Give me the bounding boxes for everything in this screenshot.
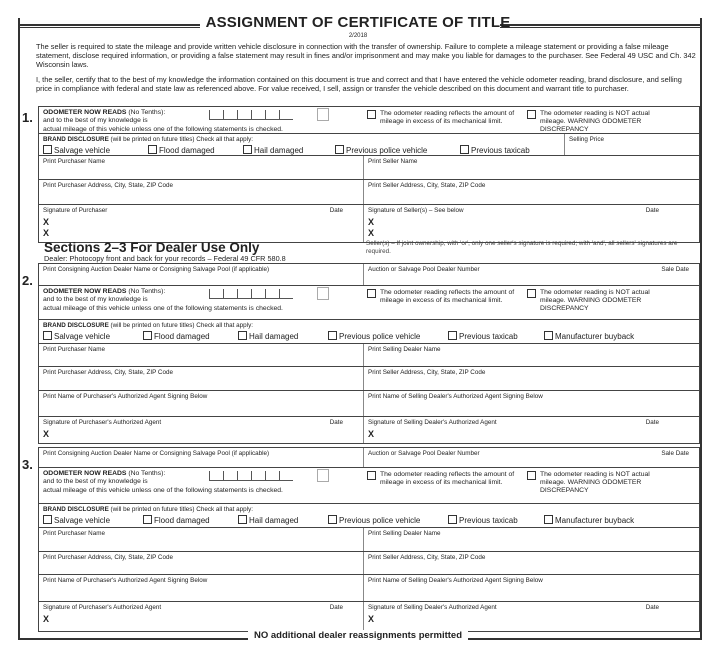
brand-option[interactable] xyxy=(335,145,460,155)
not-actual-mileage-text: The odometer reading is NOT actual mileage. WARNING ODOMETER DISCREPANCY xyxy=(540,289,650,312)
not-actual-mileage-statement[interactable] xyxy=(527,471,677,495)
brand-option[interactable] xyxy=(238,331,328,341)
auction-number-field[interactable] xyxy=(363,264,699,285)
odometer-line-2: and to the best of my knowledge is xyxy=(43,117,148,125)
date-label: Date xyxy=(645,604,659,611)
form-row xyxy=(39,320,699,344)
seller-agent-field[interactable] xyxy=(363,575,699,601)
purchaser-agent-field[interactable] xyxy=(39,575,363,601)
brand-option[interactable] xyxy=(238,515,328,525)
brand-note: (will be printed on future titles) Check all that apply: xyxy=(110,136,253,143)
brand-option-label: Salvage vehicle xyxy=(54,516,111,525)
auction-dealer-label: Print Consigning Auction Dealer Name or Consigning Salvage Pool (if applicable) xyxy=(43,450,270,457)
sig-seller-agent-label: Signature of Selling Dealer's Authorized Agent xyxy=(368,604,497,611)
odometer-digit-box[interactable] xyxy=(209,110,223,120)
odometer-digit-box[interactable] xyxy=(265,471,279,481)
purchaser-address-field[interactable] xyxy=(39,180,363,204)
brand-option[interactable] xyxy=(43,515,143,525)
form-row xyxy=(39,468,699,504)
brand-option-label: Salvage vehicle xyxy=(54,146,111,155)
section-1 xyxy=(38,106,700,243)
signature-x-mark: X xyxy=(368,614,375,624)
brand-checkbox[interactable] xyxy=(335,145,344,154)
purchaser-name-label: Print Purchaser Name xyxy=(43,158,105,165)
selling-dealer-name-field[interactable] xyxy=(363,528,699,551)
selling-price-field[interactable] xyxy=(564,134,699,155)
odometer-label: ODOMETER NOW READS xyxy=(43,470,127,477)
purchaser-address-label: Print Purchaser Address, City, State, ZIP Code xyxy=(43,554,173,561)
signature-x-mark: X xyxy=(368,217,375,227)
section-number-3: 3. xyxy=(22,457,33,472)
brand-option-label: Hail damaged xyxy=(249,516,299,525)
dealer-note: Dealer: Photocopy front and back for your records – Federal 49 CFR 580.8 xyxy=(44,254,286,263)
date-label: Date xyxy=(645,207,659,214)
selling-dealer-name-field[interactable] xyxy=(363,344,699,366)
date-label: Date xyxy=(329,207,343,214)
mileage-excess-statement[interactable] xyxy=(367,471,517,487)
brand-option[interactable] xyxy=(460,145,560,155)
form-row xyxy=(39,264,699,286)
brand-option-label: Salvage vehicle xyxy=(54,332,111,341)
form-row xyxy=(39,528,699,552)
brand-option-label: Previous taxicab xyxy=(471,146,530,155)
form-row xyxy=(39,417,699,444)
brand-label-line xyxy=(43,322,695,329)
brand-option[interactable] xyxy=(448,515,544,525)
not-actual-mileage-statement[interactable] xyxy=(527,110,677,134)
brand-disclosure xyxy=(39,134,564,155)
brand-option-label: Manufacturer buyback xyxy=(555,332,635,341)
odometer-line-3: actual mileage of this vehicle unless one of the following statements is checked. xyxy=(43,304,283,312)
brand-checkbox[interactable] xyxy=(43,145,52,154)
brand-checkbox[interactable] xyxy=(143,515,152,524)
section-number-2: 2. xyxy=(22,273,33,288)
brand-checkbox[interactable] xyxy=(328,515,337,524)
intro-paragraph-2: I, the seller, certify that to the best of my knowledge the information contained on this document is true and correct and that I have entered the vehicle odometer reading, brand disclosure, and selling price in compliance with federal and state law as referenced above. For value received, I sell, assign or transfer the vehicle described on this document and warrant title to purchaser. xyxy=(36,75,682,93)
sig-purchaser-agent-field[interactable] xyxy=(39,602,363,631)
brand-label: BRAND DISCLOSURE xyxy=(43,322,109,329)
mileage-excess-statement[interactable] xyxy=(367,110,517,126)
seller-address-field[interactable] xyxy=(363,180,699,204)
auction-number-label: Auction or Salvage Pool Dealer Number xyxy=(368,266,480,273)
brand-disclosure xyxy=(39,504,699,527)
mileage-excess-checkbox[interactable] xyxy=(367,110,376,119)
brand-option[interactable] xyxy=(544,331,654,341)
auction-dealer-label: Print Consigning Auction Dealer Name or Consigning Salvage Pool (if applicable) xyxy=(43,266,270,273)
dealer-heading: Sections 2–3 For Dealer Use Only xyxy=(44,240,260,255)
seller-address-field[interactable] xyxy=(363,552,699,574)
brand-option[interactable] xyxy=(328,515,448,525)
brand-note: (will be printed on future titles) Check all that apply: xyxy=(110,506,253,513)
odometer-digit-box[interactable] xyxy=(251,110,265,120)
brand-option[interactable] xyxy=(544,515,654,525)
brand-option[interactable] xyxy=(148,145,243,155)
odometer-block xyxy=(39,107,699,133)
sig-purchaser-agent-field[interactable] xyxy=(39,417,363,443)
odometer-digits-input[interactable] xyxy=(209,110,293,120)
form-row xyxy=(39,602,699,632)
form-row xyxy=(39,156,699,180)
section-2 xyxy=(38,263,700,444)
brand-option-label: Hail damaged xyxy=(249,332,299,341)
odometer-digit-box[interactable] xyxy=(223,471,237,481)
not-actual-mileage-checkbox[interactable] xyxy=(527,289,536,298)
odometer-block xyxy=(39,468,699,503)
odometer-digit-box[interactable] xyxy=(237,289,251,299)
odometer-digits-input[interactable] xyxy=(209,471,293,481)
sig-purchaser-label: Signature of Purchaser xyxy=(43,207,108,214)
purchaser-name-field[interactable] xyxy=(39,528,363,551)
odometer-digit-box[interactable] xyxy=(237,471,251,481)
brand-disclosure xyxy=(39,320,699,343)
odometer-label: ODOMETER NOW READS xyxy=(43,109,127,116)
odometer-digit-box[interactable] xyxy=(279,289,293,299)
odometer-digit-box[interactable] xyxy=(237,110,251,120)
form-row xyxy=(39,391,699,417)
mileage-excess-text: The odometer reading reflects the amount of mileage in excess of its mechanical limit. xyxy=(380,289,515,304)
mileage-excess-text: The odometer reading reflects the amount of mileage in excess of its mechanical limit. xyxy=(380,110,515,125)
brand-checkbox[interactable] xyxy=(43,331,52,340)
sig-seller-agent-field[interactable] xyxy=(363,417,699,443)
mileage-excess-statement[interactable] xyxy=(367,289,517,305)
odometer-line-2: and to the best of my knowledge is xyxy=(43,478,148,486)
auction-dealer-field[interactable] xyxy=(39,264,363,285)
brand-options xyxy=(43,331,695,341)
brand-option-label: Previous police vehicle xyxy=(339,332,421,341)
purchaser-agent-field[interactable] xyxy=(39,391,363,416)
odometer-digit-box[interactable] xyxy=(279,110,293,120)
mileage-excess-checkbox[interactable] xyxy=(367,471,376,480)
odometer-line-3: actual mileage of this vehicle unless one of the following statements is checked. xyxy=(43,486,283,494)
purchaser-agent-label: Print Name of Purchaser's Authorized Agent Signing Below xyxy=(43,577,208,584)
seller-agent-field[interactable] xyxy=(363,391,699,416)
seller-name-field[interactable] xyxy=(363,156,699,179)
sig-purchaser-agent-label: Signature of Purchaser's Authorized Agent xyxy=(43,419,162,426)
brand-checkbox[interactable] xyxy=(448,331,457,340)
odometer-line-2: and to the best of my knowledge is xyxy=(43,296,148,304)
sig-seller-label: Signature of Seller(s) – See below xyxy=(368,207,464,214)
brand-label: BRAND DISCLOSURE xyxy=(43,136,109,143)
brand-note: (will be printed on future titles) Check all that apply: xyxy=(110,322,253,329)
brand-option-label: Previous police vehicle xyxy=(346,146,428,155)
sale-date-label: Sale Date xyxy=(661,450,689,457)
brand-option-label: Previous taxicab xyxy=(459,516,518,525)
odometer-line-3: actual mileage of this vehicle unless one of the following statements is checked. xyxy=(43,125,283,133)
odometer-note: (No Tenths): xyxy=(128,109,166,116)
brand-label: BRAND DISCLOSURE xyxy=(43,506,109,513)
purchaser-address-label: Print Purchaser Address, City, State, ZIP Code xyxy=(43,182,173,189)
seller-address-label: Print Seller Address, City, State, ZIP Code xyxy=(368,554,486,561)
purchaser-address-field[interactable] xyxy=(39,552,363,574)
seller-signature-note: Seller(s) – If joint ownership, with 'or', only one seller's signature is required; with 'and', all sellers' signatures are required. xyxy=(366,240,678,255)
odometer-note: (No Tenths): xyxy=(128,470,166,477)
auction-dealer-field[interactable] xyxy=(39,448,363,467)
odometer-digit-box[interactable] xyxy=(209,471,223,481)
not-actual-mileage-checkbox[interactable] xyxy=(527,471,536,480)
brand-option-label: Manufacturer buyback xyxy=(555,516,635,525)
brand-checkbox[interactable] xyxy=(43,515,52,524)
brand-option-label: Hail damaged xyxy=(254,146,304,155)
purchaser-address-field[interactable] xyxy=(39,367,363,390)
purchaser-address-label: Print Purchaser Address, City, State, ZIP Code xyxy=(43,369,173,376)
brand-label-line xyxy=(43,506,695,513)
purchaser-name-label: Print Purchaser Name xyxy=(43,346,105,353)
form-row xyxy=(39,367,699,391)
brand-checkbox[interactable] xyxy=(448,515,457,524)
brand-option[interactable] xyxy=(243,145,335,155)
sig-seller-agent-label: Signature of Selling Dealer's Authorized Agent xyxy=(368,419,497,426)
not-actual-mileage-text: The odometer reading is NOT actual mileage. WARNING ODOMETER DISCREPANCY xyxy=(540,471,650,494)
section-3 xyxy=(38,447,700,632)
brand-checkbox[interactable] xyxy=(148,145,157,154)
seller-address-label: Print Seller Address, City, State, ZIP Code xyxy=(368,369,486,376)
brand-option-label: Flood damaged xyxy=(159,146,215,155)
date-label: Date xyxy=(645,419,659,426)
odometer-note: (No Tenths): xyxy=(128,288,166,295)
form-row xyxy=(39,107,699,134)
auction-number-field[interactable] xyxy=(363,448,699,467)
form-row xyxy=(39,286,699,320)
signature-x-mark: X xyxy=(43,429,50,439)
brand-options xyxy=(43,145,560,155)
brand-options xyxy=(43,515,695,525)
date-label: Date xyxy=(329,419,343,426)
seller-address-field[interactable] xyxy=(363,367,699,390)
purchaser-name-field[interactable] xyxy=(39,156,363,179)
odometer-digit-box[interactable] xyxy=(265,110,279,120)
brand-option[interactable] xyxy=(43,145,148,155)
sig-purchaser-agent-label: Signature of Purchaser's Authorized Agent xyxy=(43,604,162,611)
mileage-excess-checkbox[interactable] xyxy=(367,289,376,298)
auction-number-label: Auction or Salvage Pool Dealer Number xyxy=(368,450,480,457)
brand-option[interactable] xyxy=(448,331,544,341)
signature-x-mark: X xyxy=(43,614,50,624)
odometer-tenths-box xyxy=(317,287,329,300)
not-actual-mileage-text: The odometer reading is NOT actual mileage. WARNING ODOMETER DISCREPANCY xyxy=(540,110,650,133)
odometer-digit-box[interactable] xyxy=(265,289,279,299)
brand-checkbox[interactable] xyxy=(328,331,337,340)
form-row xyxy=(39,344,699,367)
brand-option[interactable] xyxy=(43,331,143,341)
purchaser-name-label: Print Purchaser Name xyxy=(43,530,105,537)
footer-note xyxy=(0,630,716,641)
odometer-digit-box[interactable] xyxy=(209,289,223,299)
not-actual-mileage-checkbox[interactable] xyxy=(527,110,536,119)
form-row xyxy=(39,205,699,243)
selling-price-label: Selling Price xyxy=(569,136,604,143)
sig-seller-field[interactable] xyxy=(363,205,699,242)
sig-seller-agent-field[interactable] xyxy=(363,602,699,631)
brand-option-label: Flood damaged xyxy=(154,516,210,525)
form-date: 2/2018 xyxy=(348,33,368,39)
form-row xyxy=(39,180,699,205)
not-actual-mileage-statement[interactable] xyxy=(527,289,677,313)
seller-address-label: Print Seller Address, City, State, ZIP Code xyxy=(368,182,486,189)
signature-x-mark: X xyxy=(368,228,375,238)
intro-paragraph-1: The seller is required to state the mileage and provide written vehicle disclosure in connection with the transfer of ownership. Failure to complete a mileage statement or providing a false mileage statement, disclose required information, or providing a false statement may result in fines and/or imprisonment and may make you liable for damages to the purchaser. See Federal 49 USC and Ch. 342 Wisconsin laws. xyxy=(36,42,696,69)
purchaser-name-field[interactable] xyxy=(39,344,363,366)
seller-agent-label: Print Name of Selling Dealer's Authorized Agent Signing Below xyxy=(368,577,543,584)
footer-text: NO additional dealer reassignments permitted xyxy=(248,630,468,641)
signature-x-mark: X xyxy=(43,217,50,227)
purchaser-agent-label: Print Name of Purchaser's Authorized Agent Signing Below xyxy=(43,393,208,400)
form-title: ASSIGNMENT OF CERTIFICATE OF TITLE xyxy=(205,14,511,31)
date-label: Date xyxy=(329,604,343,611)
odometer-digit-box[interactable] xyxy=(251,471,265,481)
brand-checkbox[interactable] xyxy=(238,515,247,524)
odometer-tenths-box xyxy=(317,469,329,482)
seller-agent-label: Print Name of Selling Dealer's Authorized Agent Signing Below xyxy=(368,393,543,400)
odometer-digit-box[interactable] xyxy=(251,289,265,299)
brand-label-line xyxy=(43,136,560,143)
brand-checkbox[interactable] xyxy=(243,145,252,154)
form-row xyxy=(39,552,699,575)
brand-option-label: Previous police vehicle xyxy=(339,516,421,525)
selling-dealer-name-label: Print Selling Dealer Name xyxy=(368,346,441,353)
sale-date-label: Sale Date xyxy=(661,266,689,273)
brand-option[interactable] xyxy=(143,331,238,341)
brand-checkbox[interactable] xyxy=(544,331,553,340)
odometer-digits-input[interactable] xyxy=(209,289,293,299)
form-row xyxy=(39,134,699,156)
brand-checkbox[interactable] xyxy=(544,515,553,524)
odometer-digit-box[interactable] xyxy=(223,289,237,299)
selling-dealer-name-label: Print Selling Dealer Name xyxy=(368,530,441,537)
form-row xyxy=(39,448,699,468)
form-row xyxy=(39,575,699,602)
odometer-label: ODOMETER NOW READS xyxy=(43,288,127,295)
brand-checkbox[interactable] xyxy=(238,331,247,340)
brand-option-label: Flood damaged xyxy=(154,332,210,341)
signature-x-mark: X xyxy=(43,228,50,238)
section-number-1: 1. xyxy=(22,110,33,125)
mileage-excess-text: The odometer reading reflects the amount of mileage in excess of its mechanical limit. xyxy=(380,471,515,486)
brand-option[interactable] xyxy=(143,515,238,525)
brand-checkbox[interactable] xyxy=(460,145,469,154)
odometer-tenths-box xyxy=(317,108,329,121)
brand-checkbox[interactable] xyxy=(143,331,152,340)
odometer-block xyxy=(39,286,699,319)
form-row xyxy=(39,504,699,528)
brand-option-label: Previous taxicab xyxy=(459,332,518,341)
brand-option[interactable] xyxy=(328,331,448,341)
sig-purchaser-field[interactable] xyxy=(39,205,363,242)
odometer-digit-box[interactable] xyxy=(223,110,237,120)
seller-name-label: Print Seller Name xyxy=(368,158,418,165)
odometer-digit-box[interactable] xyxy=(279,471,293,481)
signature-x-mark: X xyxy=(368,429,375,439)
